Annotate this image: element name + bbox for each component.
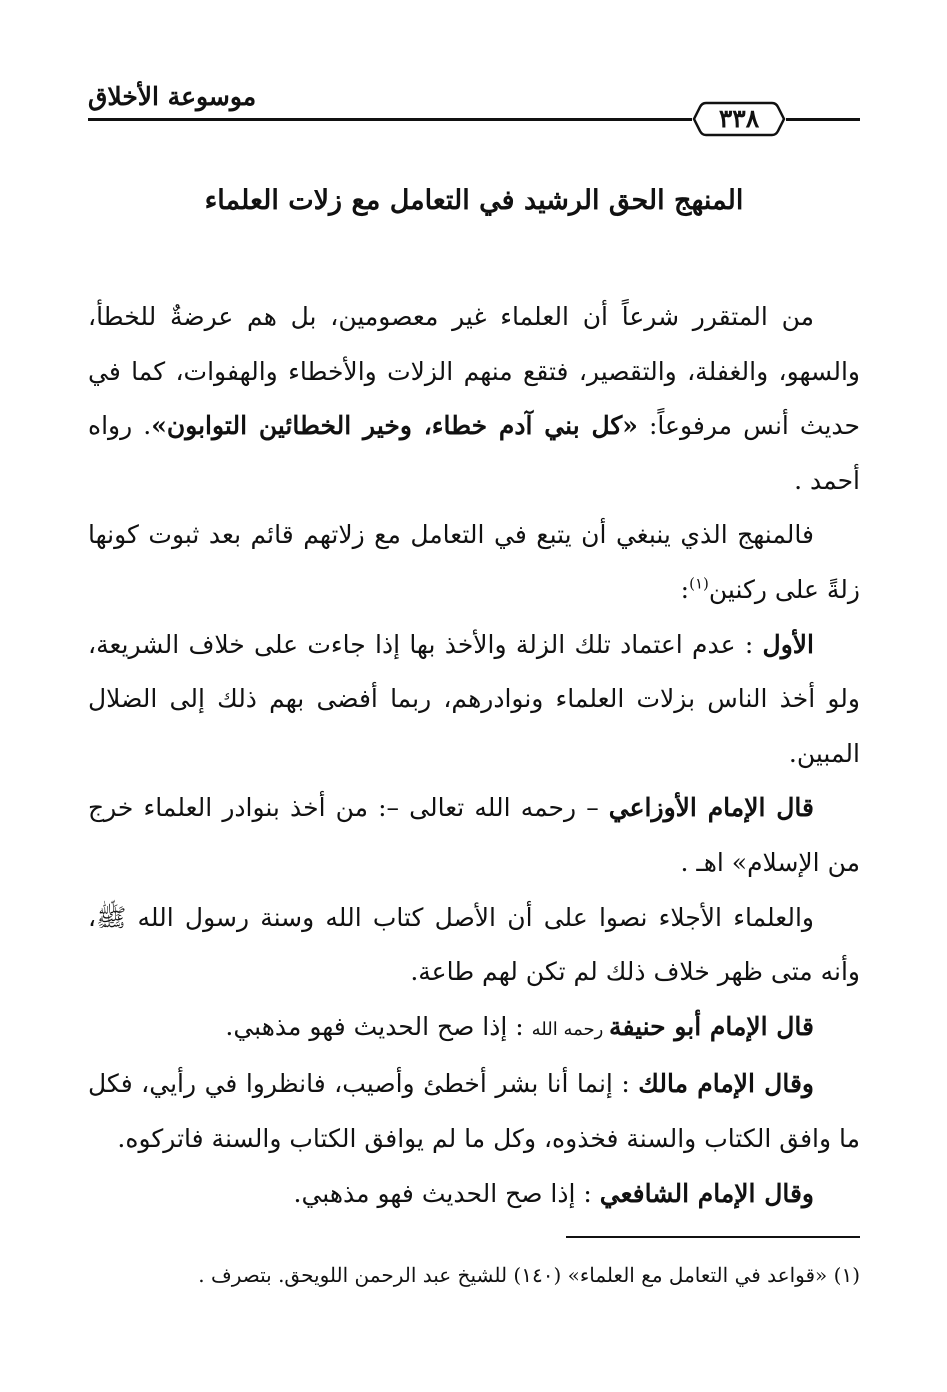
paragraph-text: : إذا صح الحديث فهو مذهبي. [293,1178,600,1208]
header-rule [88,118,692,121]
paragraph-text: فالمنهج الذي ينبغي أن يتبع في التعامل مع زلاتهم قائم بعد ثبوت كونها زلةً على ركنين [88,520,860,604]
book-title: موسوعة الأخلاق [88,82,257,111]
paragraph-4 [88,781,860,890]
page-header [88,82,860,132]
footnote: (١) «قواعد في التعامل مع العلماء» (١٤٠) للشيخ عبد الرحمن اللويحق. بتصرف . [198,1263,860,1287]
page-number-frame [692,99,786,139]
paragraph-tail: . رواه أحمد . [88,411,860,495]
paragraph-3 [88,618,860,782]
paragraph-lead: قال الإمام أبو حنيفة [609,1011,814,1041]
paragraph-text: والعلماء الأجلاء نصوا على أن الأصل كتاب الله وسنة رسول الله ﷺ، وأنه متى ظهر خلاف ذلك لم تكن لهم طاعة. [88,902,860,987]
page-number: ٣٣٨ [718,104,760,133]
paragraph-text: : إنما أنا بشر أخطئ وأصيب، فانظروا في رأيي، فكل ما وافق الكتاب والسنة فخذوه، وكل ما لم يوافق الكتاب والسنة فاتركوه. [88,1069,860,1153]
paragraph-8 [88,1167,860,1222]
footnote-reference[interactable]: (١) [689,574,709,593]
paragraph-lead: وقال الإمام الشافعي [599,1178,814,1208]
paragraph-text: من المتقرر شرعاً أن العلماء غير معصومين، بل هم عرضةٌ للخطأ، والسهو، والغفلة، والتقصير، فتقع منهم الزلات والأخطاء والهفوات، كما في حديث أنس مرفوعاً: [88,302,860,441]
paragraph-lead: الأول [762,629,814,659]
paragraph-tail: : [680,574,690,604]
paragraph-7 [88,1057,860,1166]
footnote-separator [566,1236,860,1238]
header-rule-short [786,118,860,121]
paragraph-lead: وقال الإمام مالك [638,1069,814,1099]
paragraph-6 [88,1000,860,1058]
paragraph-5 [88,891,860,1000]
hadith-quote: «كل بني آدم خطاء، وخير الخطائين التوابون» [151,411,638,441]
paragraph-text: – رحمه الله تعالى –: من أخذ بنوادر العلماء خرج من الإسلام» اهـ . [88,793,860,877]
paragraph-text: : إذا صح الحديث فهو مذهبي. [225,1011,532,1041]
honorific: رحمه الله [531,1018,610,1040]
paragraph-2 [88,508,860,617]
paragraph-1 [88,290,860,508]
section-heading: المنهج الحق الرشيد في التعامل مع زلات العلماء [204,185,744,216]
paragraph-lead: قال الإمام الأوزاعي [608,793,814,823]
paragraph-text: : عدم اعتماد تلك الزلة والأخذ بها إذا جاءت على خلاف الشريعة، ولو أخذ الناس بزلات العلماء ونوادرهم، ربما أفضى بهم ذلك إلى الضلال المبين. [88,629,860,768]
body-text [88,290,860,1221]
